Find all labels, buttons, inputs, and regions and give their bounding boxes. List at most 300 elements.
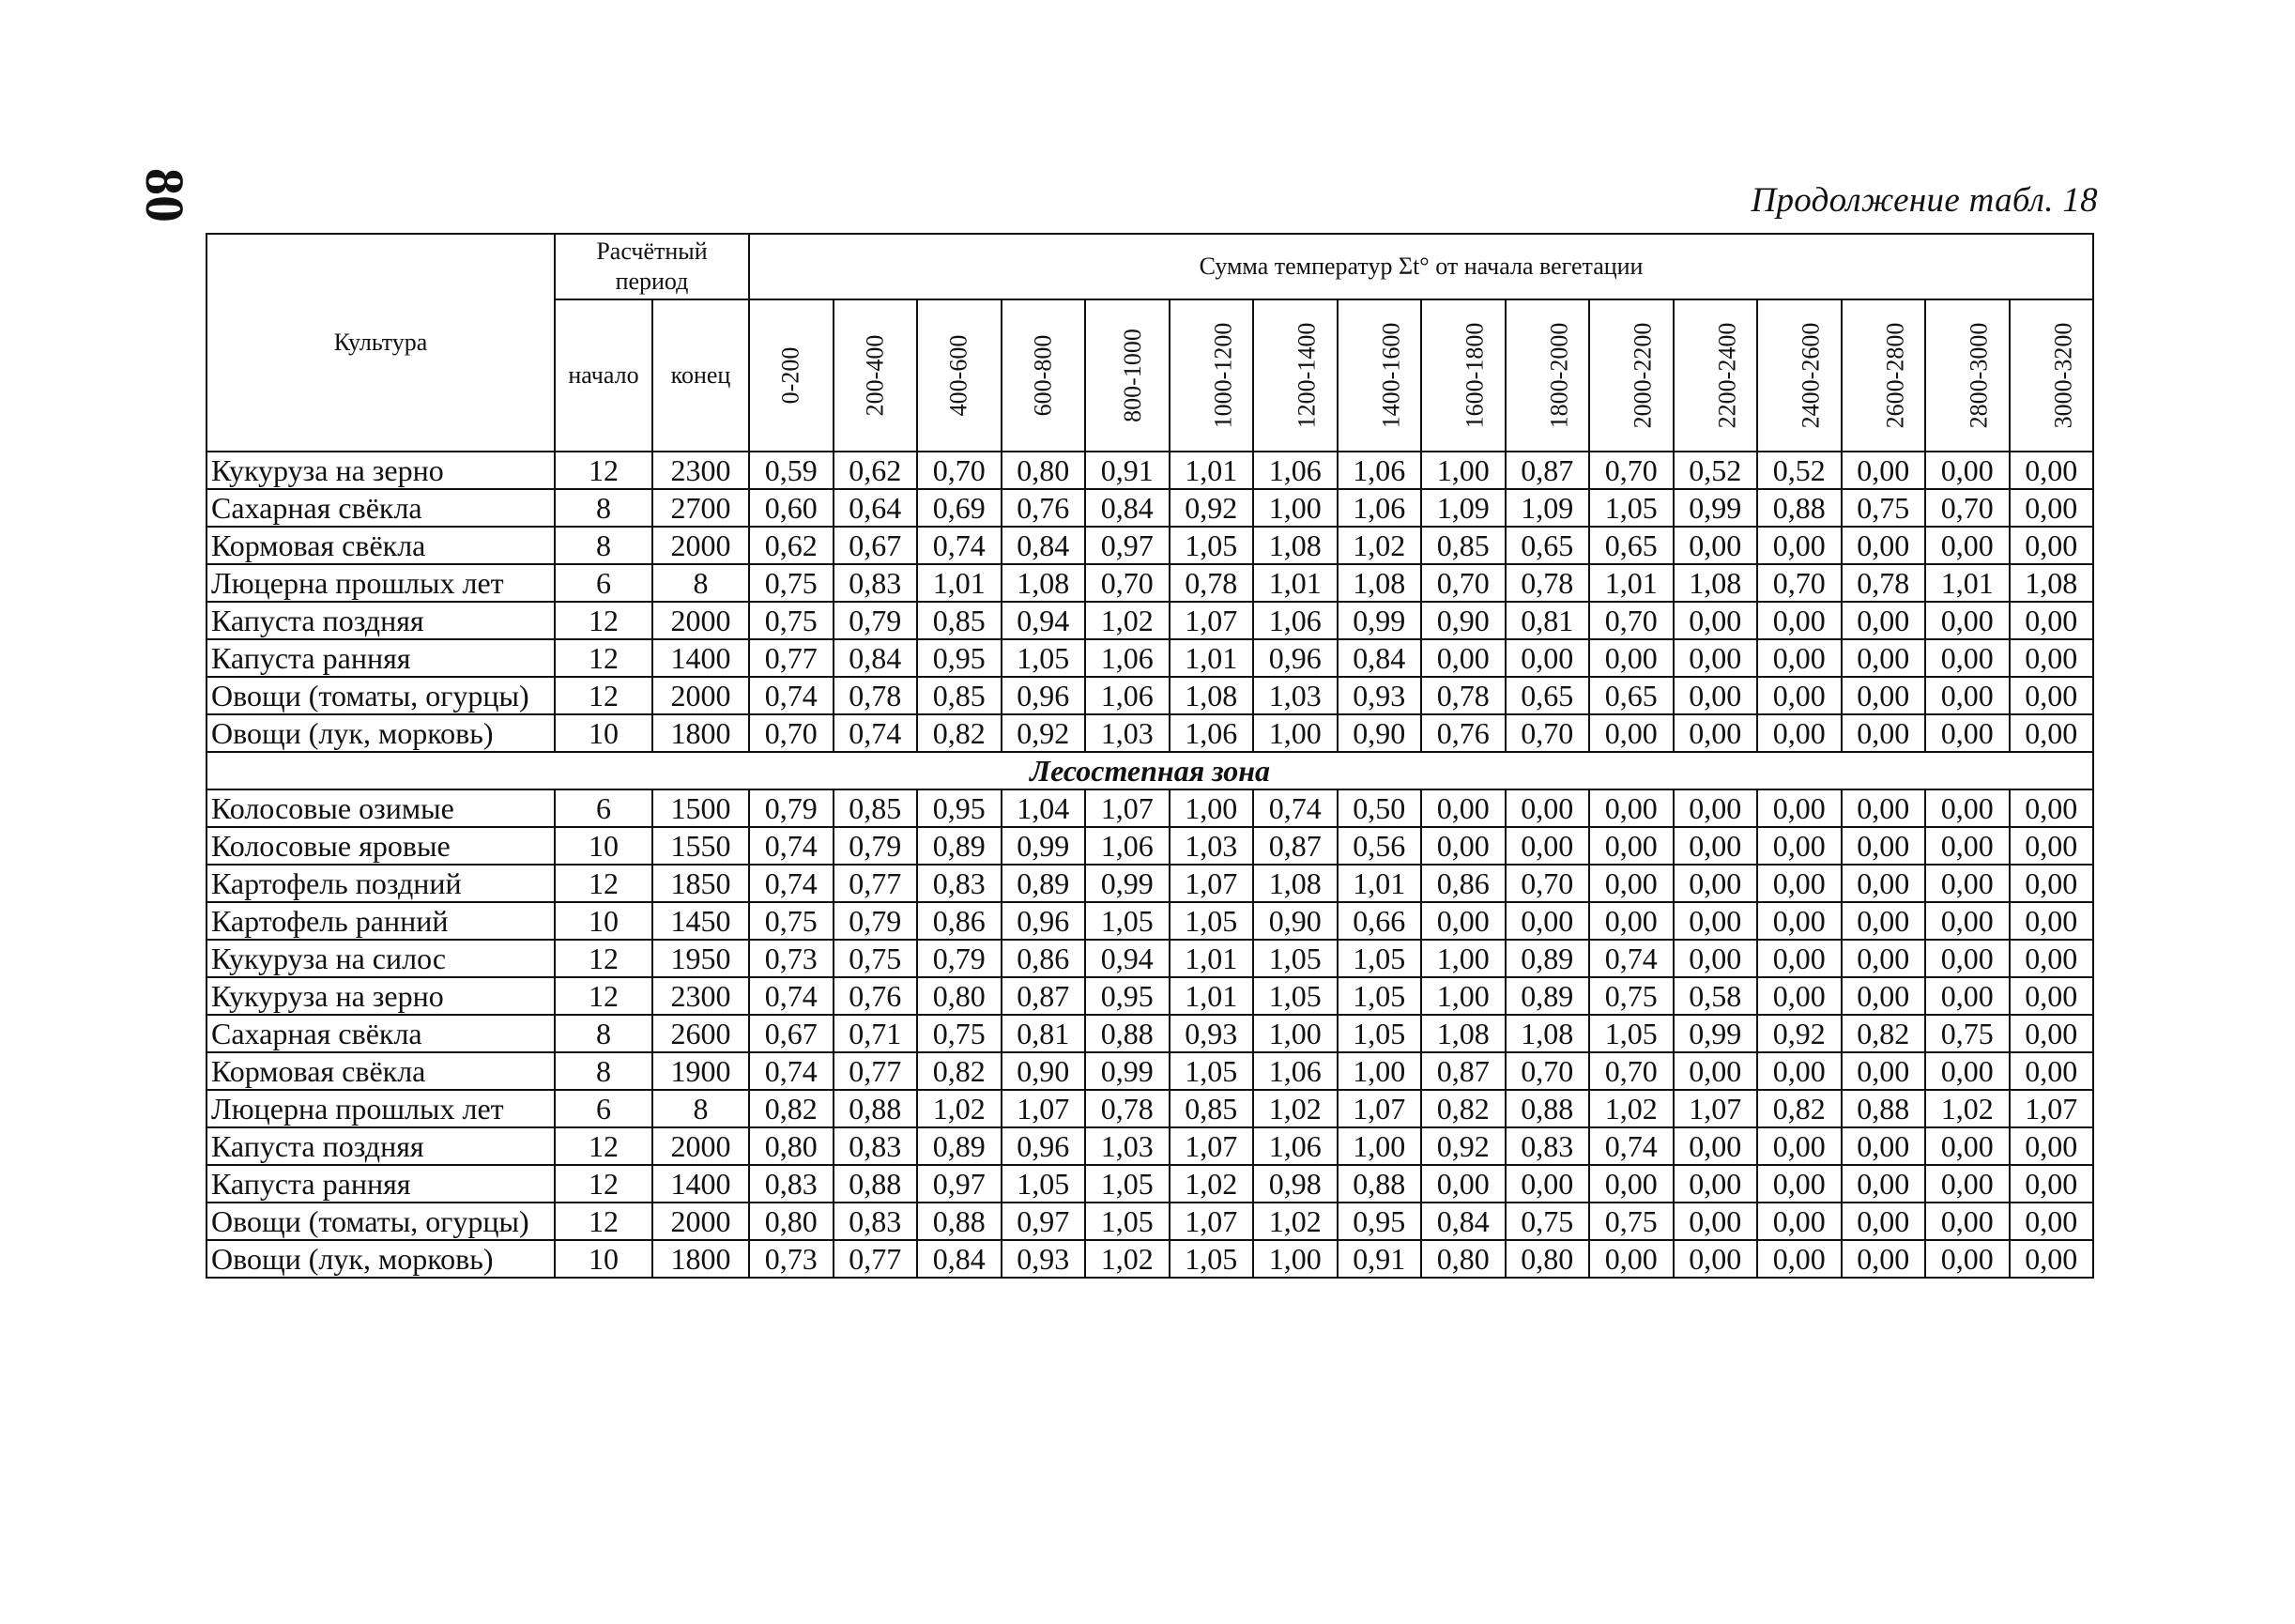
coefficient-cell: 0,90 <box>1253 902 1338 940</box>
coefficient-cell: 0,70 <box>1589 602 1674 639</box>
coefficient-cell: 0,77 <box>834 1240 918 1278</box>
coefficient-cell: 1,02 <box>917 1090 1002 1127</box>
coefficient-cell: 0,85 <box>917 602 1002 639</box>
coefficient-cell: 1,06 <box>1085 677 1170 714</box>
coefficient-cell: 1,06 <box>1170 714 1254 752</box>
coefficient-cell: 0,70 <box>917 452 1002 489</box>
coefficient-cell: 0,94 <box>1002 602 1086 639</box>
header-range <box>834 299 918 452</box>
coefficient-cell: 0,84 <box>1085 489 1170 527</box>
table-row <box>207 527 2093 564</box>
coefficient-cell: 0,00 <box>1757 977 1842 1015</box>
coefficient-cell: 0,58 <box>1674 977 1758 1015</box>
coefficient-cell: 0,00 <box>1925 789 2010 827</box>
header-start: начало <box>555 299 652 452</box>
coefficient-cell: 0,91 <box>1085 452 1170 489</box>
coefficient-cell: 0,82 <box>749 1090 834 1127</box>
coefficient-cell: 0,00 <box>1925 452 2010 489</box>
coefficient-cell: 1,02 <box>1589 1090 1674 1127</box>
period-end-cell: 2000 <box>652 527 749 564</box>
coefficient-cell: 1,02 <box>1253 1090 1338 1127</box>
coefficient-cell: 1,00 <box>1170 789 1254 827</box>
coefficient-cell: 1,02 <box>1170 1165 1254 1203</box>
coefficient-cell: 0,80 <box>749 1203 834 1240</box>
header-range <box>1506 299 1590 452</box>
header-period: Расчётный период <box>555 234 749 299</box>
coefficient-cell: 0,00 <box>2010 827 2094 865</box>
coefficient-cell: 0,88 <box>1085 1015 1170 1052</box>
period-start-cell: 10 <box>555 1240 652 1278</box>
coefficient-cell: 0,52 <box>1674 452 1758 489</box>
coefficient-cell: 0,88 <box>1506 1090 1590 1127</box>
crop-name-cell: Колосовые озимые <box>207 789 555 827</box>
table-row <box>207 1240 2093 1278</box>
coefficient-cell: 0,00 <box>1674 902 1758 940</box>
coefficient-cell: 1,05 <box>1170 527 1254 564</box>
coefficient-cell: 0,84 <box>917 1240 1002 1278</box>
period-end-cell: 2300 <box>652 452 749 489</box>
coefficient-cell: 0,70 <box>1506 1052 1590 1090</box>
coefficient-cell: 0,76 <box>1002 489 1086 527</box>
coefficient-cell: 1,01 <box>1338 865 1422 902</box>
coefficient-cell: 0,81 <box>1506 602 1590 639</box>
coefficient-cell: 0,79 <box>834 602 918 639</box>
coefficient-cell: 0,00 <box>1757 1165 1842 1203</box>
table-caption: Продолжение табл. 18 <box>1751 181 2098 220</box>
coefficient-cell: 1,00 <box>1421 977 1506 1015</box>
coefficient-cell: 0,75 <box>1589 1203 1674 1240</box>
header-range-label: 400-600 <box>944 334 972 417</box>
coefficient-cell: 1,06 <box>1338 452 1422 489</box>
coefficient-cell: 0,75 <box>834 940 918 977</box>
coefficient-cell: 0,00 <box>1757 902 1842 940</box>
coefficient-cell: 0,00 <box>2010 1015 2094 1052</box>
coefficient-cell: 0,86 <box>1002 940 1086 977</box>
crop-name-cell: Капуста поздняя <box>207 1127 555 1165</box>
header-range <box>1842 299 1926 452</box>
coefficient-cell: 0,65 <box>1506 527 1590 564</box>
coefficient-cell: 0,70 <box>1085 564 1170 602</box>
table-body-zone <box>207 789 2093 1278</box>
table-row <box>207 602 2093 639</box>
coefficient-cell: 0,00 <box>1506 1165 1590 1203</box>
coefficient-cell: 1,07 <box>1674 1090 1758 1127</box>
period-end-cell: 8 <box>652 564 749 602</box>
coefficient-cell: 0,00 <box>1925 714 2010 752</box>
zone-title: Лесостепная зона <box>207 752 2093 789</box>
crop-name-cell: Овощи (томаты, огурцы) <box>207 677 555 714</box>
table-row <box>207 1203 2093 1240</box>
coefficient-cell: 0,82 <box>917 1052 1002 1090</box>
header-range-label: 2200-2400 <box>1712 322 1740 429</box>
header-range <box>917 299 1002 452</box>
coefficient-cell: 1,08 <box>1506 1015 1590 1052</box>
coefficient-cell: 0,74 <box>834 714 918 752</box>
coefficient-cell: 1,01 <box>1170 452 1254 489</box>
period-start-cell: 12 <box>555 1165 652 1203</box>
coefficient-cell: 0,00 <box>1925 1165 2010 1203</box>
coefficient-cell: 1,07 <box>1170 1127 1254 1165</box>
coefficient-cell: 0,00 <box>1589 827 1674 865</box>
coefficient-cell: 0,88 <box>917 1203 1002 1240</box>
coefficient-cell: 0,00 <box>1589 1240 1674 1278</box>
coefficient-cell: 0,00 <box>2010 489 2094 527</box>
header-range <box>1085 299 1170 452</box>
header-range-label: 200-400 <box>861 334 889 417</box>
coefficient-cell: 0,92 <box>1421 1127 1506 1165</box>
coefficient-cell: 0,84 <box>1338 639 1422 677</box>
coefficient-cell: 0,87 <box>1506 452 1590 489</box>
coefficient-cell: 1,00 <box>1421 452 1506 489</box>
coefficient-cell: 0,00 <box>1842 1203 1926 1240</box>
page-number: 80 <box>134 168 195 222</box>
coefficient-cell: 0,00 <box>1757 677 1842 714</box>
coefficient-cell: 1,08 <box>1002 564 1086 602</box>
table-row <box>207 1052 2093 1090</box>
coefficient-cell: 0,00 <box>1674 1127 1758 1165</box>
coefficient-cell: 0,00 <box>1925 1052 2010 1090</box>
coefficient-cell: 0,00 <box>1421 1165 1506 1203</box>
coefficient-cell: 0,00 <box>1589 865 1674 902</box>
period-end-cell: 2300 <box>652 977 749 1015</box>
coefficient-cell: 0,00 <box>1925 677 2010 714</box>
coefficient-cell: 0,75 <box>749 564 834 602</box>
coefficient-cell: 1,09 <box>1506 489 1590 527</box>
header-range <box>1002 299 1086 452</box>
coefficient-cell: 1,05 <box>1253 977 1338 1015</box>
coefficient-cell: 0,00 <box>1674 527 1758 564</box>
period-start-cell: 12 <box>555 865 652 902</box>
period-end-cell: 1550 <box>652 827 749 865</box>
coefficient-cell: 0,86 <box>917 902 1002 940</box>
coefficient-cell: 0,94 <box>1085 940 1170 977</box>
period-end-cell: 1900 <box>652 1052 749 1090</box>
coefficient-cell: 0,00 <box>1842 452 1926 489</box>
coefficient-cell: 1,00 <box>1338 1052 1422 1090</box>
coefficient-cell: 1,00 <box>1338 1127 1422 1165</box>
coefficient-cell: 0,79 <box>749 789 834 827</box>
period-end-cell: 1400 <box>652 639 749 677</box>
coefficient-cell: 0,76 <box>1421 714 1506 752</box>
coefficient-cell: 0,00 <box>1589 714 1674 752</box>
table-row <box>207 564 2093 602</box>
coefficient-cell: 0,82 <box>1421 1090 1506 1127</box>
coefficient-cell: 0,00 <box>1421 789 1506 827</box>
coefficient-cell: 1,01 <box>1170 940 1254 977</box>
coefficient-cell: 0,82 <box>917 714 1002 752</box>
coefficient-cell: 0,86 <box>1421 865 1506 902</box>
coefficient-cell: 0,00 <box>1925 1240 2010 1278</box>
coefficient-cell: 1,05 <box>1085 1203 1170 1240</box>
coefficient-cell: 0,75 <box>1925 1015 2010 1052</box>
coefficient-cell: 0,70 <box>1589 452 1674 489</box>
header-range <box>1589 299 1674 452</box>
coefficient-cell: 0,70 <box>1589 1052 1674 1090</box>
coefficient-cell: 1,08 <box>1170 677 1254 714</box>
coefficient-cell: 0,75 <box>749 602 834 639</box>
header-range-label: 1600-1800 <box>1461 322 1489 429</box>
coefficient-cell: 0,00 <box>1757 789 1842 827</box>
period-end-cell: 2000 <box>652 1127 749 1165</box>
coefficient-cell: 0,78 <box>1085 1090 1170 1127</box>
coefficient-cell: 1,06 <box>1253 452 1338 489</box>
coefficient-cell: 1,02 <box>1085 1240 1170 1278</box>
coefficient-cell: 0,00 <box>1674 1240 1758 1278</box>
coefficient-cell: 1,09 <box>1421 489 1506 527</box>
period-start-cell: 12 <box>555 452 652 489</box>
coefficient-cell: 1,05 <box>1589 489 1674 527</box>
coefficient-cell: 0,00 <box>1421 827 1506 865</box>
header-range-label: 2600-2800 <box>1880 322 1908 429</box>
coefficient-cell: 0,80 <box>749 1127 834 1165</box>
zone-section <box>207 752 2093 789</box>
table-row <box>207 902 2093 940</box>
period-start-cell: 6 <box>555 1090 652 1127</box>
period-start-cell: 12 <box>555 639 652 677</box>
header-range-label: 600-800 <box>1029 334 1057 417</box>
header-range <box>2010 299 2094 452</box>
coefficient-cell: 0,80 <box>1506 1240 1590 1278</box>
coefficient-cell: 0,00 <box>1757 714 1842 752</box>
coefficient-cell: 1,08 <box>1674 564 1758 602</box>
coefficient-cell: 0,97 <box>917 1165 1002 1203</box>
header-range <box>1421 299 1506 452</box>
coefficient-cell: 0,99 <box>1674 489 1758 527</box>
period-end-cell: 1950 <box>652 940 749 977</box>
coefficient-cell: 0,89 <box>1506 977 1590 1015</box>
coefficient-cell: 1,08 <box>1253 527 1338 564</box>
coefficient-cell: 0,95 <box>917 639 1002 677</box>
coefficient-cell: 0,00 <box>1674 639 1758 677</box>
header-range-label: 3000-3200 <box>2048 322 2076 429</box>
table-body-top <box>207 452 2093 752</box>
coefficient-cell: 0,97 <box>1002 1203 1086 1240</box>
coefficient-cell: 1,01 <box>1170 639 1254 677</box>
coefficient-cell: 1,06 <box>1253 1052 1338 1090</box>
header-range-label: 800-1000 <box>1118 329 1146 422</box>
period-start-cell: 6 <box>555 789 652 827</box>
coefficient-cell: 0,77 <box>749 639 834 677</box>
header-range-label: 1200-1400 <box>1293 322 1321 429</box>
period-start-cell: 8 <box>555 1015 652 1052</box>
header-end: конец <box>652 299 749 452</box>
coefficient-cell: 0,00 <box>1674 789 1758 827</box>
period-end-cell: 8 <box>652 1090 749 1127</box>
coefficient-cell: 1,02 <box>1085 602 1170 639</box>
crop-name-cell: Овощи (томаты, огурцы) <box>207 1203 555 1240</box>
table-row <box>207 489 2093 527</box>
period-end-cell: 2000 <box>652 602 749 639</box>
crop-name-cell: Овощи (лук, морковь) <box>207 1240 555 1278</box>
coefficient-cell: 0,00 <box>1842 940 1926 977</box>
coefficient-cell: 1,02 <box>1338 527 1422 564</box>
coefficient-cell: 0,00 <box>1674 865 1758 902</box>
header-range <box>1170 299 1254 452</box>
coefficient-cell: 0,00 <box>1842 714 1926 752</box>
coefficient-cell: 0,75 <box>749 902 834 940</box>
coefficient-cell: 0,62 <box>749 527 834 564</box>
header-range-label: 2400-2600 <box>1797 322 1825 429</box>
header-temp-sum: Сумма температур Σt° от начала вегетации <box>749 234 2093 299</box>
coefficient-cell: 0,00 <box>2010 602 2094 639</box>
coefficient-cell: 0,90 <box>1002 1052 1086 1090</box>
coefficient-cell: 1,00 <box>1421 940 1506 977</box>
coefficient-cell: 0,88 <box>834 1090 918 1127</box>
coefficient-cell: 0,92 <box>1757 1015 1842 1052</box>
coefficient-cell: 0,70 <box>1757 564 1842 602</box>
coefficient-cell: 1,08 <box>2010 564 2094 602</box>
coefficient-cell: 0,98 <box>1253 1165 1338 1203</box>
crop-name-cell: Колосовые яровые <box>207 827 555 865</box>
coefficient-cell: 0,74 <box>749 677 834 714</box>
coefficient-cell: 1,05 <box>1170 1052 1254 1090</box>
coefficient-cell: 0,00 <box>1757 940 1842 977</box>
coefficient-cell: 0,85 <box>834 789 918 827</box>
coefficient-cell: 1,08 <box>1253 865 1338 902</box>
coefficient-cell: 0,00 <box>1757 827 1842 865</box>
coefficient-cell: 0,89 <box>1506 940 1590 977</box>
coefficient-cell: 0,88 <box>1757 489 1842 527</box>
coefficient-cell: 0,00 <box>1925 865 2010 902</box>
table-row <box>207 789 2093 827</box>
coefficient-cell: 1,03 <box>1170 827 1254 865</box>
coefficient-cell: 1,01 <box>1170 977 1254 1015</box>
coefficient-cell: 0,73 <box>749 940 834 977</box>
coefficient-cell: 0,99 <box>1085 865 1170 902</box>
coefficient-cell: 1,03 <box>1253 677 1338 714</box>
coefficient-cell: 0,00 <box>1842 902 1926 940</box>
coefficient-cell: 0,00 <box>1925 639 2010 677</box>
header-range <box>749 299 834 452</box>
table-row <box>207 827 2093 865</box>
coefficient-cell: 0,70 <box>749 714 834 752</box>
crop-name-cell: Капуста поздняя <box>207 602 555 639</box>
coefficient-cell: 0,99 <box>1674 1015 1758 1052</box>
table-row <box>207 677 2093 714</box>
coefficient-cell: 0,00 <box>1842 602 1926 639</box>
coefficient-cell: 1,01 <box>1253 564 1338 602</box>
coefficient-cell: 0,74 <box>749 865 834 902</box>
table-row <box>207 639 2093 677</box>
coefficient-cell: 0,00 <box>1842 1165 1926 1203</box>
table-row <box>207 1015 2093 1052</box>
coefficient-cell: 0,00 <box>1589 639 1674 677</box>
coefficient-cell: 0,00 <box>1506 902 1590 940</box>
header-range-label: 1400-1600 <box>1376 322 1404 429</box>
period-end-cell: 1850 <box>652 865 749 902</box>
coefficient-cell: 1,03 <box>1085 1127 1170 1165</box>
coefficient-cell: 0,00 <box>2010 639 2094 677</box>
coefficient-cell: 0,00 <box>1757 1240 1842 1278</box>
coefficient-cell: 0,77 <box>834 865 918 902</box>
coefficient-cell: 0,84 <box>1002 527 1086 564</box>
coefficient-cell: 0,00 <box>1925 602 2010 639</box>
period-start-cell: 10 <box>555 902 652 940</box>
coefficient-cell: 0,89 <box>917 1127 1002 1165</box>
coefficient-cell: 1,00 <box>1253 1240 1338 1278</box>
coefficient-cell: 0,96 <box>1002 902 1086 940</box>
coefficient-cell: 0,00 <box>1674 1203 1758 1240</box>
table-row <box>207 940 2093 977</box>
coefficient-cell: 0,00 <box>2010 1052 2094 1090</box>
period-end-cell: 1800 <box>652 1240 749 1278</box>
coefficient-cell: 0,56 <box>1338 827 1422 865</box>
crop-name-cell: Овощи (лук, морковь) <box>207 714 555 752</box>
header-range <box>1253 299 1338 452</box>
header-range-label: 2800-3000 <box>1965 322 1993 429</box>
coefficient-cell: 0,83 <box>917 865 1002 902</box>
coefficient-cell: 0,00 <box>1674 602 1758 639</box>
crop-name-cell: Кукуруза на силос <box>207 940 555 977</box>
coefficient-cell: 0,75 <box>1842 489 1926 527</box>
coefficient-cell: 1,00 <box>1253 489 1338 527</box>
coefficient-cell: 1,07 <box>1170 602 1254 639</box>
coefficient-cell: 0,95 <box>917 789 1002 827</box>
coefficient-cell: 0,99 <box>1002 827 1086 865</box>
coefficient-cell: 0,00 <box>1925 940 2010 977</box>
table-row <box>207 1127 2093 1165</box>
period-start-cell: 12 <box>555 602 652 639</box>
coefficient-cell: 0,83 <box>834 564 918 602</box>
coefficient-cell: 0,00 <box>1674 827 1758 865</box>
crop-name-cell: Кукуруза на зерно <box>207 452 555 489</box>
period-end-cell: 1450 <box>652 902 749 940</box>
coefficient-cell: 0,78 <box>1421 677 1506 714</box>
coefficient-cell: 0,00 <box>1842 1052 1926 1090</box>
coefficient-cell: 0,00 <box>2010 714 2094 752</box>
coefficient-cell: 0,82 <box>1842 1015 1926 1052</box>
period-end-cell: 2700 <box>652 489 749 527</box>
coefficient-cell: 0,95 <box>1338 1203 1422 1240</box>
coefficient-cell: 0,80 <box>1002 452 1086 489</box>
period-end-cell: 2600 <box>652 1015 749 1052</box>
coefficient-cell: 0,00 <box>1674 1165 1758 1203</box>
coefficient-cell: 0,00 <box>1925 1127 2010 1165</box>
period-end-cell: 2000 <box>652 677 749 714</box>
coefficient-cell: 0,83 <box>1506 1127 1590 1165</box>
coefficient-cell: 0,74 <box>749 827 834 865</box>
period-start-cell: 10 <box>555 827 652 865</box>
period-start-cell: 8 <box>555 489 652 527</box>
zone-row <box>207 752 2093 789</box>
coefficient-cell: 1,05 <box>1253 940 1338 977</box>
coefficient-cell: 0,62 <box>834 452 918 489</box>
coefficient-cell: 0,85 <box>1170 1090 1254 1127</box>
coefficient-cell: 0,00 <box>1757 865 1842 902</box>
period-start-cell: 6 <box>555 564 652 602</box>
coefficient-cell: 0,95 <box>1085 977 1170 1015</box>
period-start-cell: 12 <box>555 977 652 1015</box>
coefficient-cell: 0,92 <box>1002 714 1086 752</box>
coefficient-cell: 0,00 <box>1842 977 1926 1015</box>
coefficient-cell: 0,75 <box>1589 977 1674 1015</box>
coefficient-cell: 0,00 <box>2010 527 2094 564</box>
coefficient-cell: 0,00 <box>2010 977 2094 1015</box>
coefficient-cell: 1,06 <box>1338 489 1422 527</box>
period-end-cell: 1800 <box>652 714 749 752</box>
coefficient-cell: 0,82 <box>1757 1090 1842 1127</box>
coefficient-cell: 0,80 <box>917 977 1002 1015</box>
coefficient-cell: 0,70 <box>1421 564 1506 602</box>
coefficient-cell: 0,96 <box>1253 639 1338 677</box>
coefficient-cell: 0,66 <box>1338 902 1422 940</box>
coefficient-cell: 0,00 <box>2010 789 2094 827</box>
coefficient-cell: 0,70 <box>1925 489 2010 527</box>
coefficient-cell: 0,88 <box>1842 1090 1926 1127</box>
coefficient-cell: 1,05 <box>1002 639 1086 677</box>
coefficient-cell: 0,67 <box>749 1015 834 1052</box>
period-end-cell: 1500 <box>652 789 749 827</box>
